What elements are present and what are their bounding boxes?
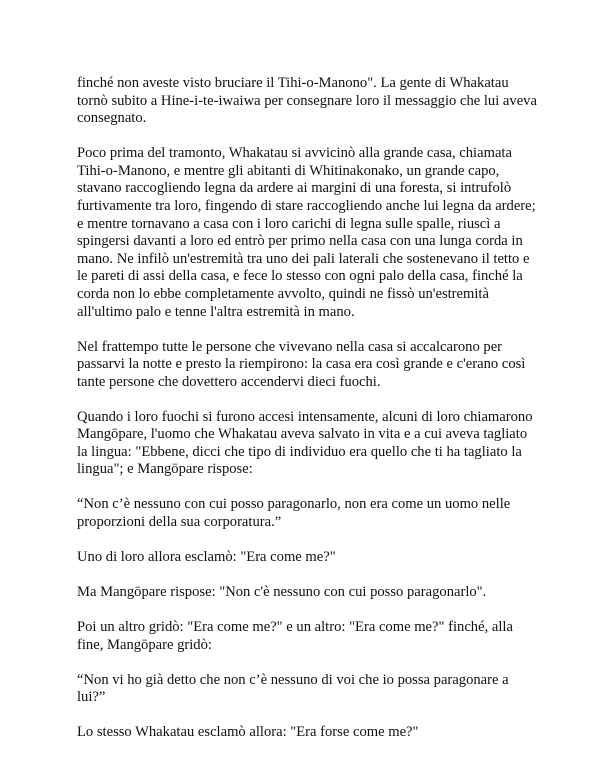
body-text [77,75,537,759]
paragraph-6: Uno di loro allora esclamò: "Era come me?" [77,549,336,566]
paragraph-4: Quando i loro fuochi si furono accesi intensamente, alcuni di loro chiamarono Mangōpare, l'uomo che Whakatau aveva salvato in vita e a cui aveva tagliato la lingua: "Ebbene, dicci che tipo di individuo era quello che ti ha tagliato la lingua"; e Mangōpare rispose: [77,408,533,478]
paragraph-2: Poco prima del tramonto, Whakatau si avvicinò alla grande casa, chiamata Tihi-o-Manono, e mentre gli abitanti di Whitinakonako, un grande capo, stavano raccogliendo legna da ardere ai margini di una foresta, si intrufolò furtivamente tra loro, fingendo di stare raccogliendo anche lui legna da ardere; e mentre tornavano a casa con i loro carichi di legna sulle spalle, riuscì a spingersi davanti a loro ed entrò per primo nella casa con una lunga corda in mano. Ne infilò un'estremità tra uno dei pali laterali che sostenevano il tetto e le pareti di assi della casa, e fece lo stesso con ogni palo della casa, finché la corda non lo ebbe completamente avvolto, quindi ne fissò un'estremità all'ultimo palo e tenne l'altra estremità in mano. [77,145,536,320]
paragraph-5: “Non c’è nessuno con cui posso paragonarlo, non era come un uomo nelle proporzioni della sua corporatura.” [77,496,511,531]
paragraph-3: Nel frattempo tutte le persone che vivevano nella casa si accalcarono per passarvi la notte e presto la riempirono: la casa era così grande e c'erano così tante persone che dovettero accendervi dieci fuochi. [77,338,526,390]
paragraph-1: finché non aveste visto bruciare il Tihi-o-Manono". La gente di Whakatau tornò subito a Hine-i-te-iwaiwa per consegnare loro il messaggio che lui aveva consegnato. [77,75,537,127]
paragraph-8: Poi un altro gridò: "Era come me?" e un altro: "Era come me?" finché, alla fine, Mangōpare gridò: [77,618,513,653]
paragraph-10: Lo stesso Whakatau esclamò allora: "Era forse come me?" [77,724,419,741]
paragraph-9: “Non vi ho già detto che non c’è nessuno di voi che io possa paragonare a lui?” [77,671,509,706]
paragraph-7: Ma Mangōpare rispose: "Non c'è nessuno con cui posso paragonarlo". [77,584,487,600]
